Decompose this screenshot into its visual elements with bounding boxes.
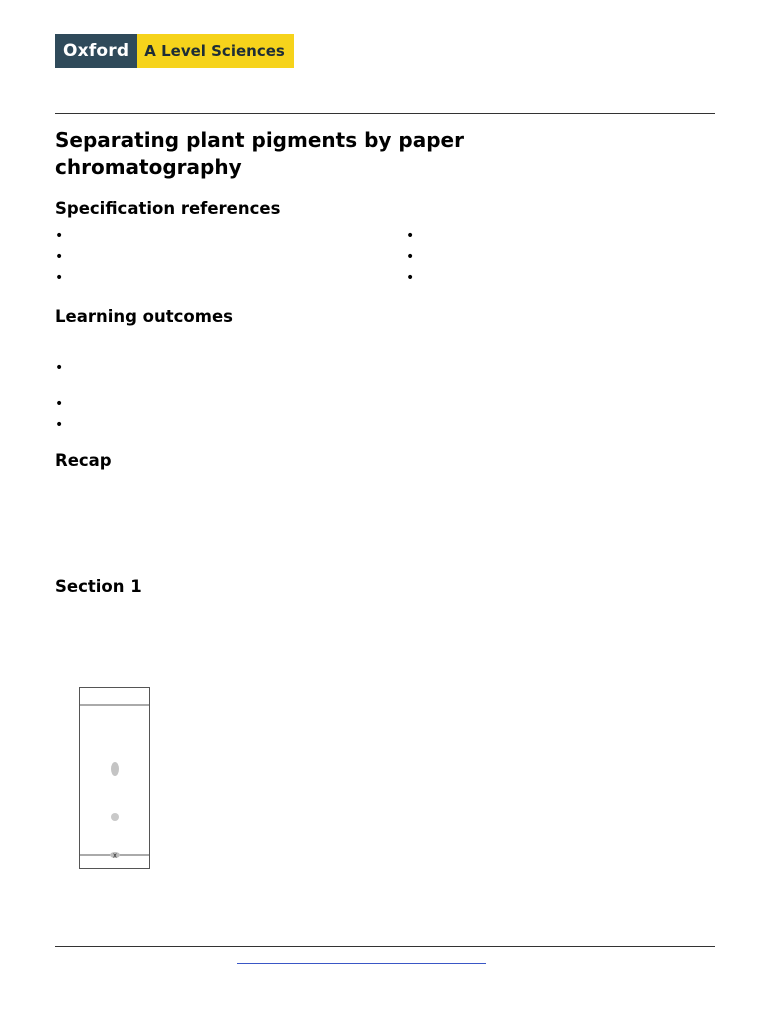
oxford-logo — [55, 34, 294, 68]
outcome-bullet: • — [55, 417, 64, 433]
page-title: Separating plant pigments by paper chromatography — [55, 128, 464, 179]
header-divider — [55, 113, 715, 114]
logo-series: A Level Sciences — [137, 34, 294, 68]
spec-bullet: • — [406, 249, 415, 265]
pigment-spot-upper — [111, 762, 119, 776]
spec-bullet: • — [406, 228, 415, 244]
logo-brand: Oxford — [55, 34, 137, 68]
outcome-bullet: • — [55, 360, 64, 376]
section1-heading: Section 1 — [55, 577, 142, 596]
spec-bullet: • — [55, 249, 64, 265]
chromatogram-figure — [79, 687, 150, 869]
pigment-spot-lower — [111, 813, 119, 821]
spec-references-heading: Specification references — [55, 199, 281, 218]
recap-heading: Recap — [55, 451, 112, 470]
origin-mark: x — [112, 851, 118, 860]
spec-bullet: • — [55, 270, 64, 286]
footer-link[interactable] — [237, 963, 486, 964]
footer-divider — [55, 946, 715, 947]
spec-bullet: • — [55, 228, 64, 244]
outcome-bullet: • — [55, 396, 64, 412]
learning-outcomes-heading: Learning outcomes — [55, 307, 233, 326]
spec-bullet: • — [406, 270, 415, 286]
chromatography-paper — [80, 688, 150, 869]
